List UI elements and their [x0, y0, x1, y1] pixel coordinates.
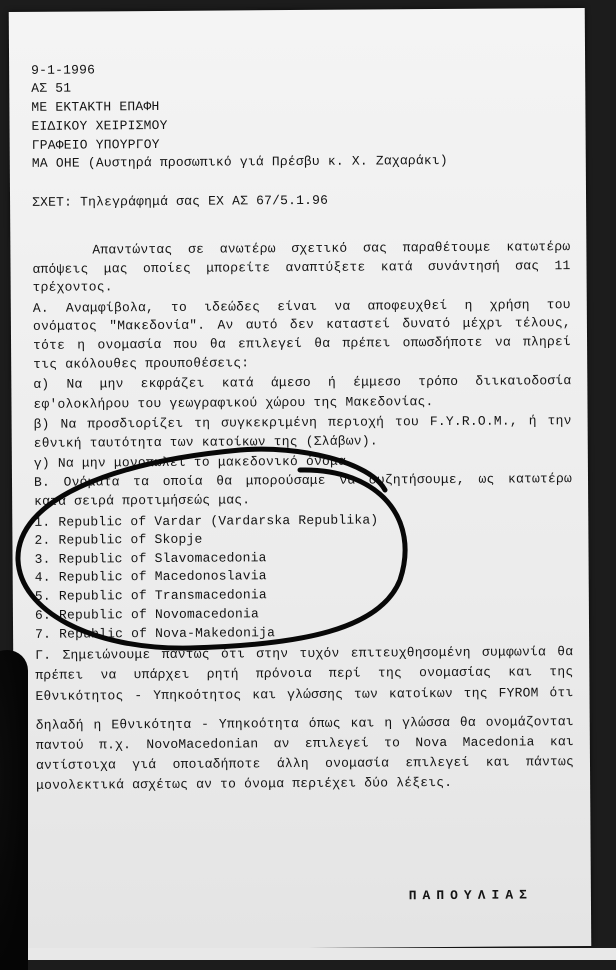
name-option: 2. Republic of Skopje: [34, 531, 203, 548]
section-b-line: Β. Ονόματα τα οποία θα μπορούσαμε να συζητήσουμε, ως κατωτέρω: [33, 471, 573, 490]
section-c-line: παντού π.χ. NovoMacedonian αν επιλεγεί το Nova Macedonia και: [35, 734, 574, 753]
intro-line: τρέχοντος.: [32, 279, 113, 295]
intro-line: απόψεις μας οποίες μπορείτε αναπτύξετε κατά συνάντησή σας 11: [32, 258, 571, 277]
name-option: 7. Republic of Nova-Makedonija: [35, 625, 276, 642]
section-a-line: ονόματος "Μακεδονία". Αν αυτό δεν καταστεί δυνατό μέχρι τέλους,: [32, 315, 571, 334]
section-a-line: Α. Αναμφίβολα, το ιδεώδες είναι να αποφευχθεί η χρήση του: [32, 297, 571, 316]
reference-number: ΑΣ 51: [31, 80, 72, 96]
name-option: 4. Republic of Macedonoslavia: [34, 568, 267, 585]
name-option: 6. Republic of Novomacedonia: [34, 606, 260, 623]
section-c-line: πρέπει να υπάρχει ρητή πρόνοια περί της ονομασίας και της: [35, 664, 574, 683]
section-c-line: αντίστοιχα γιά οποιαδήποτε άλλη ονομασία επιλεγεί και πάντως: [35, 754, 575, 773]
intro-line: Απαντώντας σε ανωτέρω σχετικό σας παραθέτουμε κατωτέρω: [92, 239, 571, 258]
condition-c: γ) Να μην μονοπωλεί το μακεδονικό όνομα.: [33, 453, 354, 471]
document-page: [9, 8, 592, 950]
section-c-line: Γ. Σημειώνουμε πάντως ότι στην τυχόν επιτευχθησομένη συμφωνία θα: [35, 644, 574, 663]
section-c-line: μονολεκτικά ασχέτως αν το όνομα περιέχει δύο λέξεις.: [36, 774, 453, 793]
next-page-edge: [0, 948, 616, 960]
section-b-line: κατά σειρά προτιμήσεώς μας.: [34, 492, 251, 509]
name-option: 5. Republic of Transmacedonia: [34, 587, 267, 604]
recipient-line: ΜΑ ΟΗΕ (Αυστηρά προσωπικό γιά Πρέσβυ κ. Χ. Ζαχαράκι): [31, 152, 448, 171]
condition-a-cont: εφ'ολοκλήρου του γεωγραφικού χώρου της Μακεδονίας.: [33, 394, 434, 412]
condition-b-cont: εθνική ταυτότητα των κατοίκων της (Σλάβων).: [33, 433, 378, 451]
name-option: 1. Republic of Vardar (Vardarska Republika): [34, 512, 379, 530]
subject-line: ΣΧΕΤ: Τηλεγράφημά σας ΕΧ ΑΣ 67/5.1.96: [32, 192, 329, 210]
section-a-line: τότε η ονομασία που θα επιλεγεί θα πρέπει οπωσδήποτε να πληρεί: [33, 334, 572, 353]
signature: ΠΑΠΟΥΛΙΑΣ: [408, 887, 533, 904]
document-date: 9-1-1996: [31, 62, 96, 78]
section-c-line: Εθνικότητος - Υπηκοότητος και γλώσσης των κατοίκων της FYROM ότι: [35, 685, 574, 704]
name-option: 3. Republic of Slavomacedonia: [34, 550, 267, 567]
handling-line: ΕΙΔΙΚΟΥ ΧΕΙΡΙΣΜΟΥ: [31, 117, 168, 134]
office-line: ΓΡΑΦΕΙΟ ΥΠΟΥΡΓΟΥ: [31, 136, 160, 153]
condition-b: β) Να προσδιορίζει τη συγκεκριμένη περιοχή του F.Y.R.O.M., ή την: [33, 413, 572, 432]
urgency-line: ΜΕ ΕΚΤΑΚΤΗ ΕΠΑΦΗ: [31, 98, 160, 115]
condition-a: α) Να μην εκφράζει κατά άμεσο ή έμμεσο τρόπο διικαιοδοσία: [33, 373, 572, 392]
finger-shadow: [0, 650, 28, 970]
section-a-line: τις ακόλουθες προυποθέσεις:: [33, 355, 250, 372]
section-c-line: δηλαδή η Εθνικότητα - Υπηκοότητα όπως και η γλώσσα θα ονομάζονται: [35, 714, 574, 733]
